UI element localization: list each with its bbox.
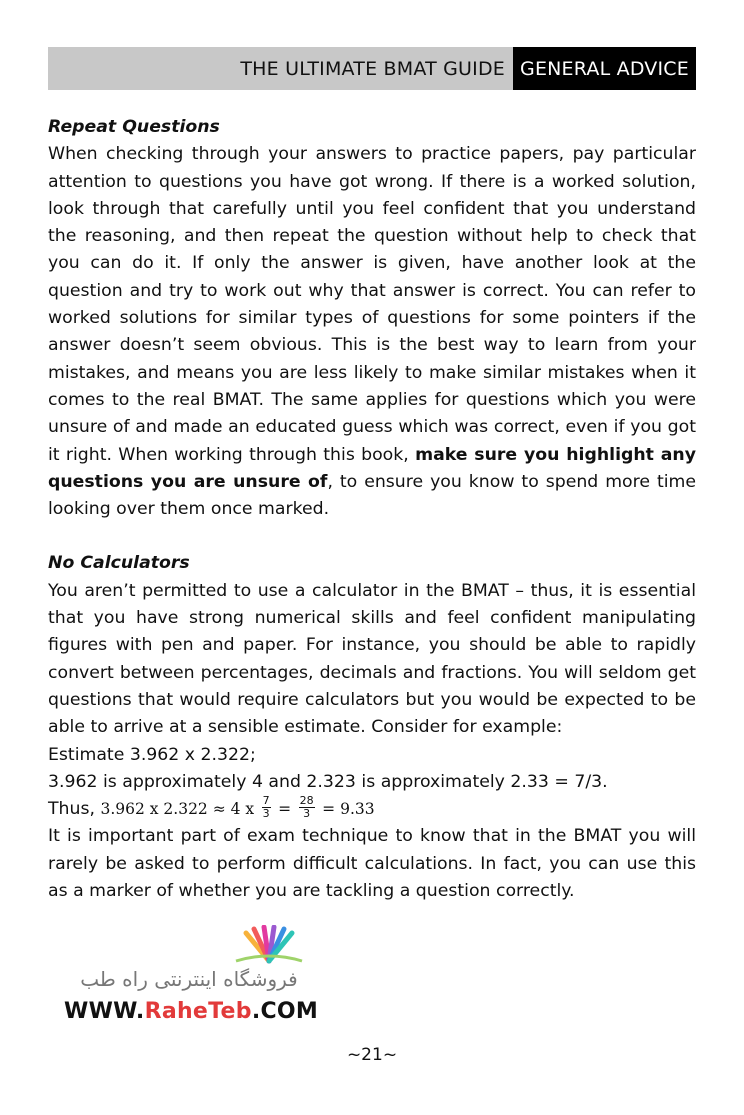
watermark-logo [64, 925, 319, 1025]
book-fan-icon [224, 925, 314, 965]
highlight-advice: make sure you highlight any questions you are unsure of [48, 444, 696, 492]
fraction-numerator: 28 [299, 793, 314, 807]
fraction-numerator: 7 [262, 793, 270, 807]
url-brand: RaheTeb [144, 999, 252, 1024]
estimate-line: Estimate 3.962 x 2.322; [48, 744, 256, 765]
math-line [48, 793, 696, 823]
no-calculators-heading: No Calculators [48, 553, 190, 574]
watermark-url [64, 999, 318, 1024]
fraction-denominator: 3 [262, 806, 270, 820]
thus-label: Thus, [48, 799, 101, 820]
section-gap [48, 523, 696, 550]
repeat-text-end: , to ensure you know to spend more time looking over them once marked. [48, 471, 696, 520]
url-suffix: .COM [251, 999, 319, 1024]
equals-sign: = [278, 800, 292, 819]
page-header [48, 47, 696, 90]
repeat-questions-heading: Repeat Questions [48, 117, 220, 137]
fraction-denominator: 3 [303, 806, 311, 820]
fraction-seven-thirds [262, 795, 271, 820]
repeat-text-start: When checking through your answers to practice papers, pay particular attention to questions you have got wrong. If there is a worked solution, look through that carefully until you feel confident that you understand the reasoning, and then repeat the question without help to check that you can do it. If only the answer is given, have another look at the question and try to work out why that answer is correct. You can refer to worked solutions for similar types of questions for some pointers if the answer doesn’t seem obvious. This is the best way to learn from your mistakes, and means you are less likely to make similar mistakes when it comes to the real BMAT. The same applies for questions which you were unsure of and made an educated guess which was correct, even if you got it right. When working through this book, [48, 144, 696, 465]
math-result: = 9.33 [322, 800, 375, 819]
book-title: THE ULTIMATE BMAT GUIDE [240, 58, 505, 80]
url-prefix: WWW. [64, 999, 145, 1024]
closing-paragraph: It is important part of exam technique to know that in the BMAT you will rarely be asked to perform difficult calculations. In fact, you can use this as a marker of whether you are tackling a question correctly. [48, 826, 696, 902]
fraction-twentyeight-thirds [299, 795, 315, 820]
watermark-persian-text: فروشگاه اینترنتی راه طب [80, 967, 298, 991]
page-number: ~21~ [346, 1045, 398, 1065]
math-expression: 3.962 x 2.322 ≈ 4 x [100, 800, 255, 819]
repeat-questions-paragraph [48, 141, 696, 523]
no-calculators-paragraph: You aren’t permitted to use a calculator in the BMAT – thus, it is essential that you have strong numerical skills and feel confident manipulating figures with pen and paper. For instance, you should be able to rapidly convert between percentages, decimals and fractions. You will seldom get questions that would require calculators but you would be expected to be able to arrive at a sensible estimate. Consider for example: [48, 580, 696, 738]
approximation-line: 3.962 is approximately 4 and 2.323 is approximately 2.33 = 7/3. [48, 771, 608, 792]
page-content [48, 114, 696, 905]
section-label: GENERAL ADVICE [513, 47, 696, 90]
